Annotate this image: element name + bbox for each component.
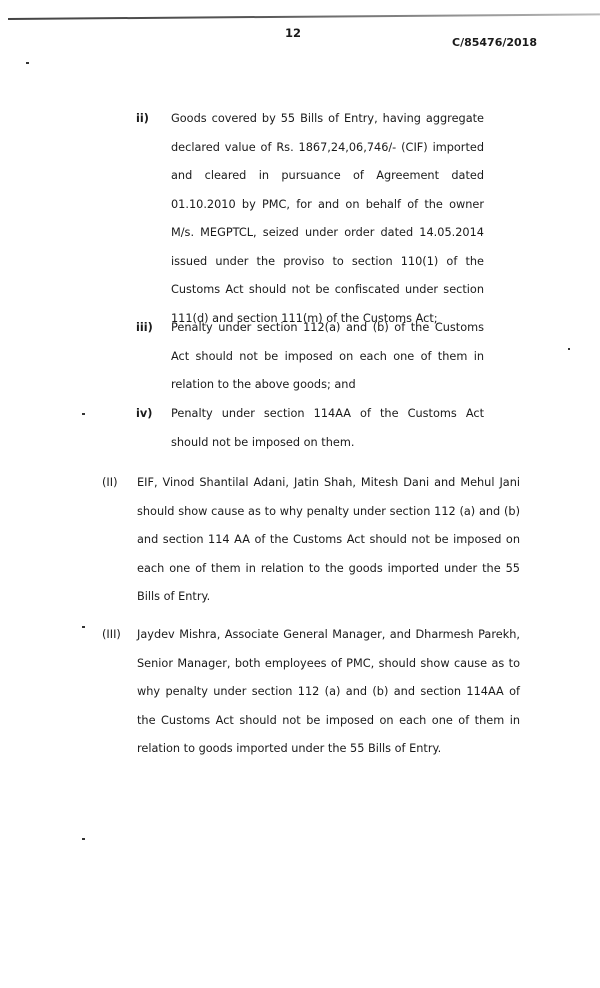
sub-item-text: Penalty under section 112(a) and (b) of the Customs Act should not be imposed on each one of them in relation to the above goods; and <box>171 321 484 391</box>
scan-speck <box>568 348 570 350</box>
scan-speck <box>82 626 85 628</box>
top-rule <box>8 13 600 20</box>
sub-item-text: Penalty under section 114AA of the Customs Act should not be imposed on them. <box>171 407 484 449</box>
scan-speck <box>82 838 85 840</box>
sub-item-label: iii) <box>136 321 153 334</box>
page-number: 12 <box>285 26 302 40</box>
scan-speck <box>82 413 85 415</box>
main-item-text: Jaydev Mishra, Associate General Manager, and Dharmesh Parekh, Senior Manager, both employees of PMC, should show cause as to why penalty under section 112 (a) and (b) and section 114AA of the Customs Act should not be imposed on each one of them in relation to goods imported under the 55 Bills of Entry. <box>137 628 520 755</box>
sub-item-text: Goods covered by 55 Bills of Entry, having aggregate declared value of Rs. 1867,24,06,746/- (CIF) imported and cleared in pursuance of Agreement dated 01.10.2010 by PMC, for and on behalf of the owner M/s. MEGPTCL, seized under order dated 14.05.2014 issued under the proviso to section 110(1) of the Customs Act should not be confiscated under section 111(d) and section 111(m) of the Customs Act; <box>171 112 484 325</box>
main-item-text: EIF, Vinod Shantilal Adani, Jatin Shah, Mitesh Dani and Mehul Jani should show cause as to why penalty under section 112 (a) and (b) and section 114 AA of the Customs Act should not be imposed on each one of them in relation to the goods imported under the 55 Bills of Entry. <box>137 476 520 603</box>
scan-speck <box>26 62 29 64</box>
main-item-label: (II) <box>102 476 118 489</box>
case-number: C/85476/2018 <box>452 36 537 49</box>
main-item-label: (III) <box>102 628 121 641</box>
sub-item-label: iv) <box>136 407 153 420</box>
sub-item-label: ii) <box>136 112 149 125</box>
